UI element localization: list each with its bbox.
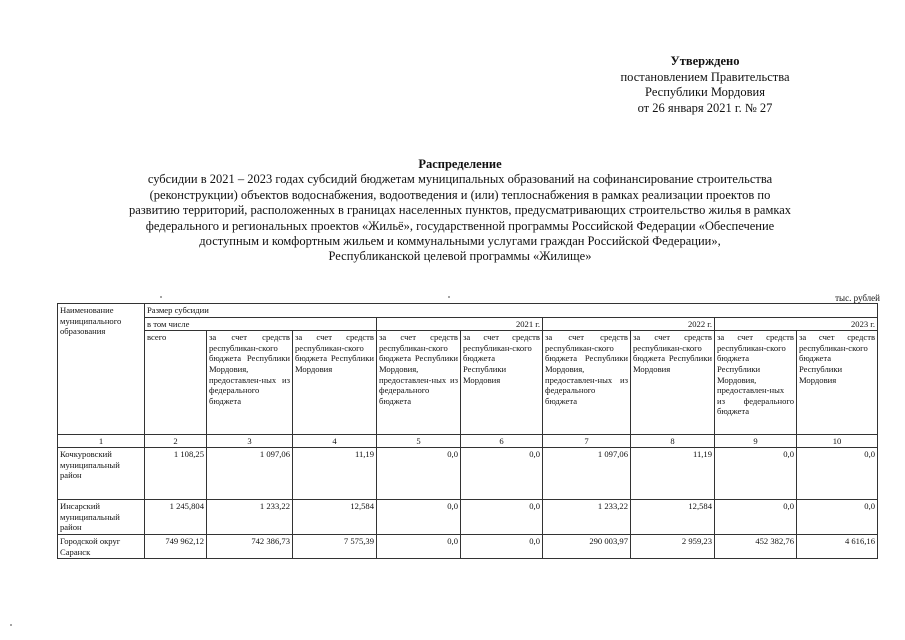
row-value: 0,0 bbox=[377, 534, 461, 558]
document-heading bbox=[40, 157, 880, 265]
header-rep-2021: за счет средств республикан-ского бюджета Республики Мордовия bbox=[461, 331, 543, 435]
col-number: 5 bbox=[377, 435, 461, 448]
header-rep-2022: за счет средств республикан-ского бюджета Республики Мордовия bbox=[631, 331, 715, 435]
col-number: 6 bbox=[461, 435, 543, 448]
heading-line-2: (реконструкции) объектов водоснабжения, водоотведения и (или) теплоснабжения в рамках реализации проектов по bbox=[149, 187, 771, 202]
heading-line-4: федерального и региональных проектов «Жильё», государственной программы Российской Федерации «Обеспечение bbox=[145, 218, 775, 233]
row-value: 0,0 bbox=[797, 448, 878, 500]
row-value: 1 233,22 bbox=[207, 500, 293, 535]
header-fed-2023: за счет средств республикан-ского бюджета Республики Мордовия, предоставлен-ных из федерального бюджета bbox=[715, 331, 797, 435]
table-row bbox=[58, 500, 878, 535]
subsidy-table bbox=[57, 303, 878, 559]
table-row bbox=[58, 448, 878, 500]
header-fed-2021: за счет средств республикан-ского бюджета Республики Мордовия, предоставлен-ных из федерального бюджета bbox=[377, 331, 461, 435]
approval-stamp bbox=[560, 54, 850, 116]
row-value: 0,0 bbox=[715, 448, 797, 500]
approval-line-4: от 26 января 2021 г. № 27 bbox=[637, 100, 773, 115]
header-year-2022: 2022 г. bbox=[543, 317, 715, 331]
row-value: 1 108,25 bbox=[145, 448, 207, 500]
header-including: в том числе bbox=[145, 317, 377, 331]
approval-title: Утверждено bbox=[670, 54, 740, 68]
header-fed-total: за счет средств республикан-ского бюджета Республики Мордовия, предоставлен-ных из федерального бюджета bbox=[207, 331, 293, 435]
row-value: 0,0 bbox=[377, 448, 461, 500]
row-value: 0,0 bbox=[797, 500, 878, 535]
row-value: 2 959,23 bbox=[631, 534, 715, 558]
header-subsidy-size: Размер субсидии bbox=[145, 304, 878, 318]
table-row bbox=[58, 534, 878, 558]
row-value: 11,19 bbox=[631, 448, 715, 500]
header-total: всего bbox=[145, 331, 207, 435]
row-name: Городской округ Саранск bbox=[58, 534, 145, 558]
heading-line-3: развитию территорий, расположенных в границах населенных пунктов, предусматривающих строительство жилья в рамках bbox=[128, 203, 792, 218]
approval-line-3: Республики Мордовия bbox=[645, 85, 765, 99]
col-number: 8 bbox=[631, 435, 715, 448]
col-number: 10 bbox=[797, 435, 878, 448]
row-value: 742 386,73 bbox=[207, 534, 293, 558]
header-year-2023: 2023 г. bbox=[715, 317, 878, 331]
row-value: 12,584 bbox=[293, 500, 377, 535]
heading-line-5: доступным и комфортным жильем и коммунальными услугами граждан Российской Федерации», bbox=[199, 234, 721, 249]
header-fed-2022: за счет средств республикан-ского бюджета Республики Мордовия, предоставлен-ных из федерального бюджета bbox=[543, 331, 631, 435]
header-municipality: Наименование муниципального образования bbox=[58, 304, 145, 435]
row-value: 11,19 bbox=[293, 448, 377, 500]
row-value: 4 616,16 bbox=[797, 534, 878, 558]
col-number: 3 bbox=[207, 435, 293, 448]
col-number: 4 bbox=[293, 435, 377, 448]
row-value: 749 962,12 bbox=[145, 534, 207, 558]
units-label: тыс. рублей bbox=[835, 293, 880, 303]
scan-speck bbox=[448, 296, 450, 298]
row-value: 7 575,39 bbox=[293, 534, 377, 558]
row-value: 0,0 bbox=[461, 448, 543, 500]
document-title: Распределение bbox=[418, 157, 502, 171]
row-name: Кочкуровский муниципальный район bbox=[58, 448, 145, 500]
row-value: 0,0 bbox=[461, 534, 543, 558]
row-value: 0,0 bbox=[377, 500, 461, 535]
col-number: 9 bbox=[715, 435, 797, 448]
column-number-row bbox=[58, 435, 878, 448]
col-number: 2 bbox=[145, 435, 207, 448]
row-value: 1 233,22 bbox=[543, 500, 631, 535]
col-number: 7 bbox=[543, 435, 631, 448]
heading-line-1: субсидии в 2021 – 2023 годах субсидий бюджетам муниципальных образований на софинансирование строительства bbox=[147, 172, 773, 187]
col-number: 1 bbox=[58, 435, 145, 448]
scan-speck bbox=[10, 624, 12, 626]
row-value: 290 003,97 bbox=[543, 534, 631, 558]
scan-speck bbox=[160, 296, 162, 298]
row-value: 1 097,06 bbox=[543, 448, 631, 500]
row-value: 1 245,804 bbox=[145, 500, 207, 535]
row-value: 12,584 bbox=[631, 500, 715, 535]
header-rep-2023: за счет средств республикан-ского бюджета Республики Мордовия bbox=[797, 331, 878, 435]
row-value: 1 097,06 bbox=[207, 448, 293, 500]
approval-line-2: постановлением Правительства bbox=[620, 69, 790, 84]
row-value: 0,0 bbox=[461, 500, 543, 535]
row-value: 452 382,76 bbox=[715, 534, 797, 558]
heading-line-6: Республиканской целевой программы «Жилище» bbox=[328, 249, 592, 264]
header-year-2021: 2021 г. bbox=[377, 317, 543, 331]
header-rep-total: за счет средств республикан-ского бюджета Республики Мордовия bbox=[293, 331, 377, 435]
row-value: 0,0 bbox=[715, 500, 797, 535]
row-name: Инсарский муниципальный район bbox=[58, 500, 145, 535]
